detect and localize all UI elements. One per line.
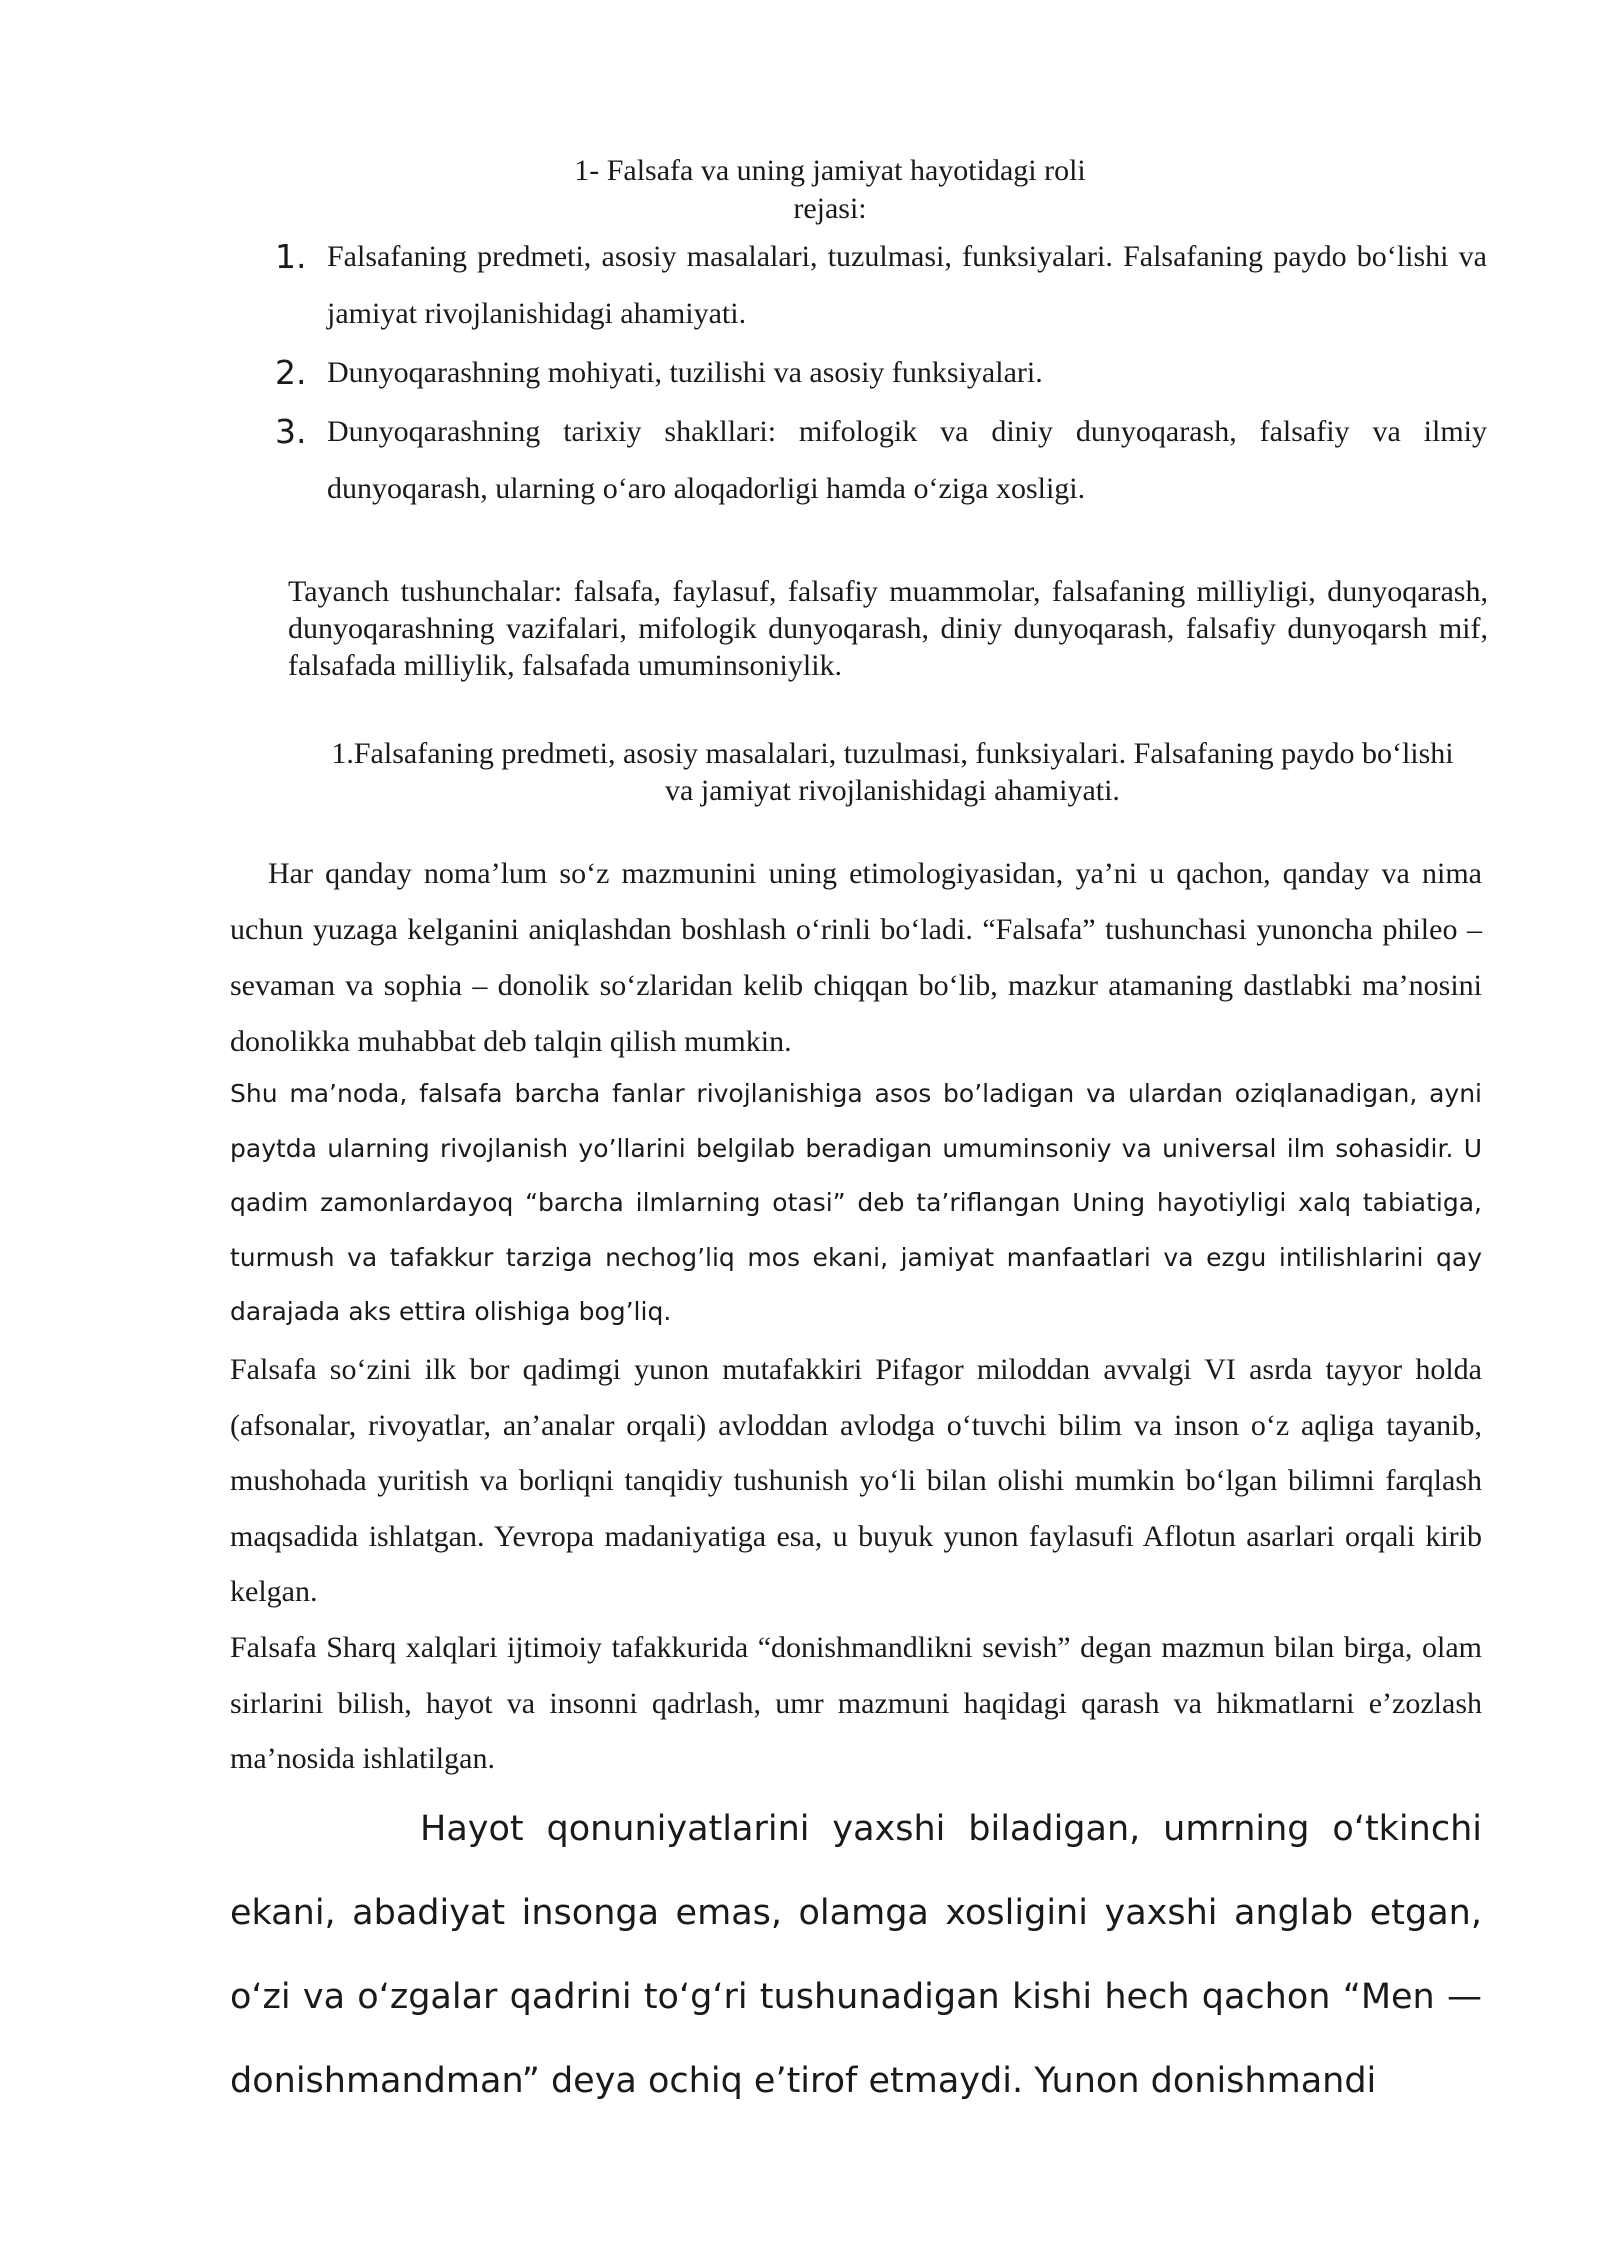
plan-item-number: 1. — [275, 237, 307, 276]
body-paragraph: Har qanday noma’lum so‘z mazmunini uning etimologiyasidan, ya’ni u qachon, qanday va nima uchun yuzaga kelganini aniqlashdan boshlash o‘rinli bo‘ladi. “Falsafa” tushunchasi yunoncha phileo – sevaman va sophia – donolik so‘zlaridan kelib chiqqan bo‘lib, mazkur atamaning dastlabki ma’nosini donolikka muhabbat deb talqin qilish mumkin. — [230, 857, 1482, 1058]
body-paragraph: Shu ma’noda, falsafa barcha fanlar rivojlanishiga asos bo’ladigan va ulardan oziqlanadigan, ayni paytda ularning rivojlanish yo’llarini belgilab beradigan umuminsoniy va universal ilm sohasidir. U qadim zamonlardayoq “barcha ilmlarning otasi” deb ta’riflangan Uning hayotiyligi xalq tabiatiga, turmush va tafakkur tarziga nechog’liq mos ekani, jamiyat manfaatlari va ezgu intilishlarini qay darajada aks ettira olishiga bog’liq. — [230, 1079, 1482, 1326]
section-heading: 1.Falsafaning predmeti, asosiy masalalari, tuzulmasi, funksiyalari. Falsafaning paydo bo‘lishi va jamiyat rivojlanishidagi ahamiyati. — [331, 737, 1454, 807]
plan-item-text: Falsafaning predmeti, asosiy masalalari, tuzulmasi, funksiyalari. Falsafaning paydo bo‘lishi va jamiyat rivojlanishidagi ahamiyati. — [327, 240, 1487, 330]
plan-item-number: 3. — [275, 412, 307, 451]
plan-heading: rejasi: — [793, 192, 867, 225]
plan-item — [275, 403, 1487, 517]
plan-item-text: Dunyoqarashning mohiyati, tuzilishi va asosiy funksiyalari. — [327, 356, 1043, 389]
plan-item-number: 2. — [275, 353, 307, 392]
title-block — [230, 152, 1430, 228]
plan-list — [275, 228, 1487, 519]
body-paragraph: Falsafa so‘zini ilk bor qadimgi yunon mutafakkiri Pifagor miloddan avvalgi VI asrda tayyor holda (afsonalar, rivoyatlar, an’analar orqali) avloddan avlodga o‘tuvchi bilim va inson o‘z aqliga tayanib, mushohada yuritish va borliqni tanqidiy tushunish yo‘li bilan olishi mumkin bo‘lgan bilimni farqlash maqsadida ishlatgan. Yevropa madaniyatiga esa, u buyuk yunon faylasufi Aflotun asarlari orqali kirib kelgan. — [230, 1353, 1482, 1608]
document-title: 1- Falsafa va uning jamiyat hayotidagi roli — [574, 154, 1086, 187]
plan-item — [275, 344, 1487, 401]
plan-item-text: Dunyoqarashning tarixiy shakllari: mifologik va diniy dunyoqarash, falsafiy va ilmiy dunyoqarash, ularning o‘aro aloqadorligi hamda o‘ziga xosligi. — [327, 415, 1487, 505]
body-paragraph: Hayot qonuniyatlarini yaxshi biladigan, umrning o‘tkinchi ekani, abadiyat insonga emas, olamga xosligini yaxshi anglab etgan, o‘zi va o‘zgalar qadrini to‘g‘ri tushunadigan kishi hech qachon “Men — donishmandman” deya ochiq e’tirof etmaydi. Yunon donishmandi — [230, 1809, 1482, 2101]
body-paragraph: Falsafa Sharq xalqlari ijtimoiy tafakkurida “donishmandlikni sevish” degan mazmun bilan birga, olam sirlarini bilish, hayot va insonni qadrlash, umr mazmuni haqidagi qarash va hikmatlarni e’zozlash ma’nosida ishlatilgan. — [230, 1631, 1482, 1775]
plan-item — [275, 228, 1487, 342]
keywords-paragraph: Tayanch tushunchalar: falsafa, faylasuf, falsafiy muammolar, falsafaning milliyligi, dunyoqarash, dunyoqarashning vazifalari, mifologik dunyoqarash, diniy dunyoqarash, falsafiy dunyoqarsh mif, falsafada milliylik, falsafada umuminsoniylik. — [288, 575, 1488, 682]
